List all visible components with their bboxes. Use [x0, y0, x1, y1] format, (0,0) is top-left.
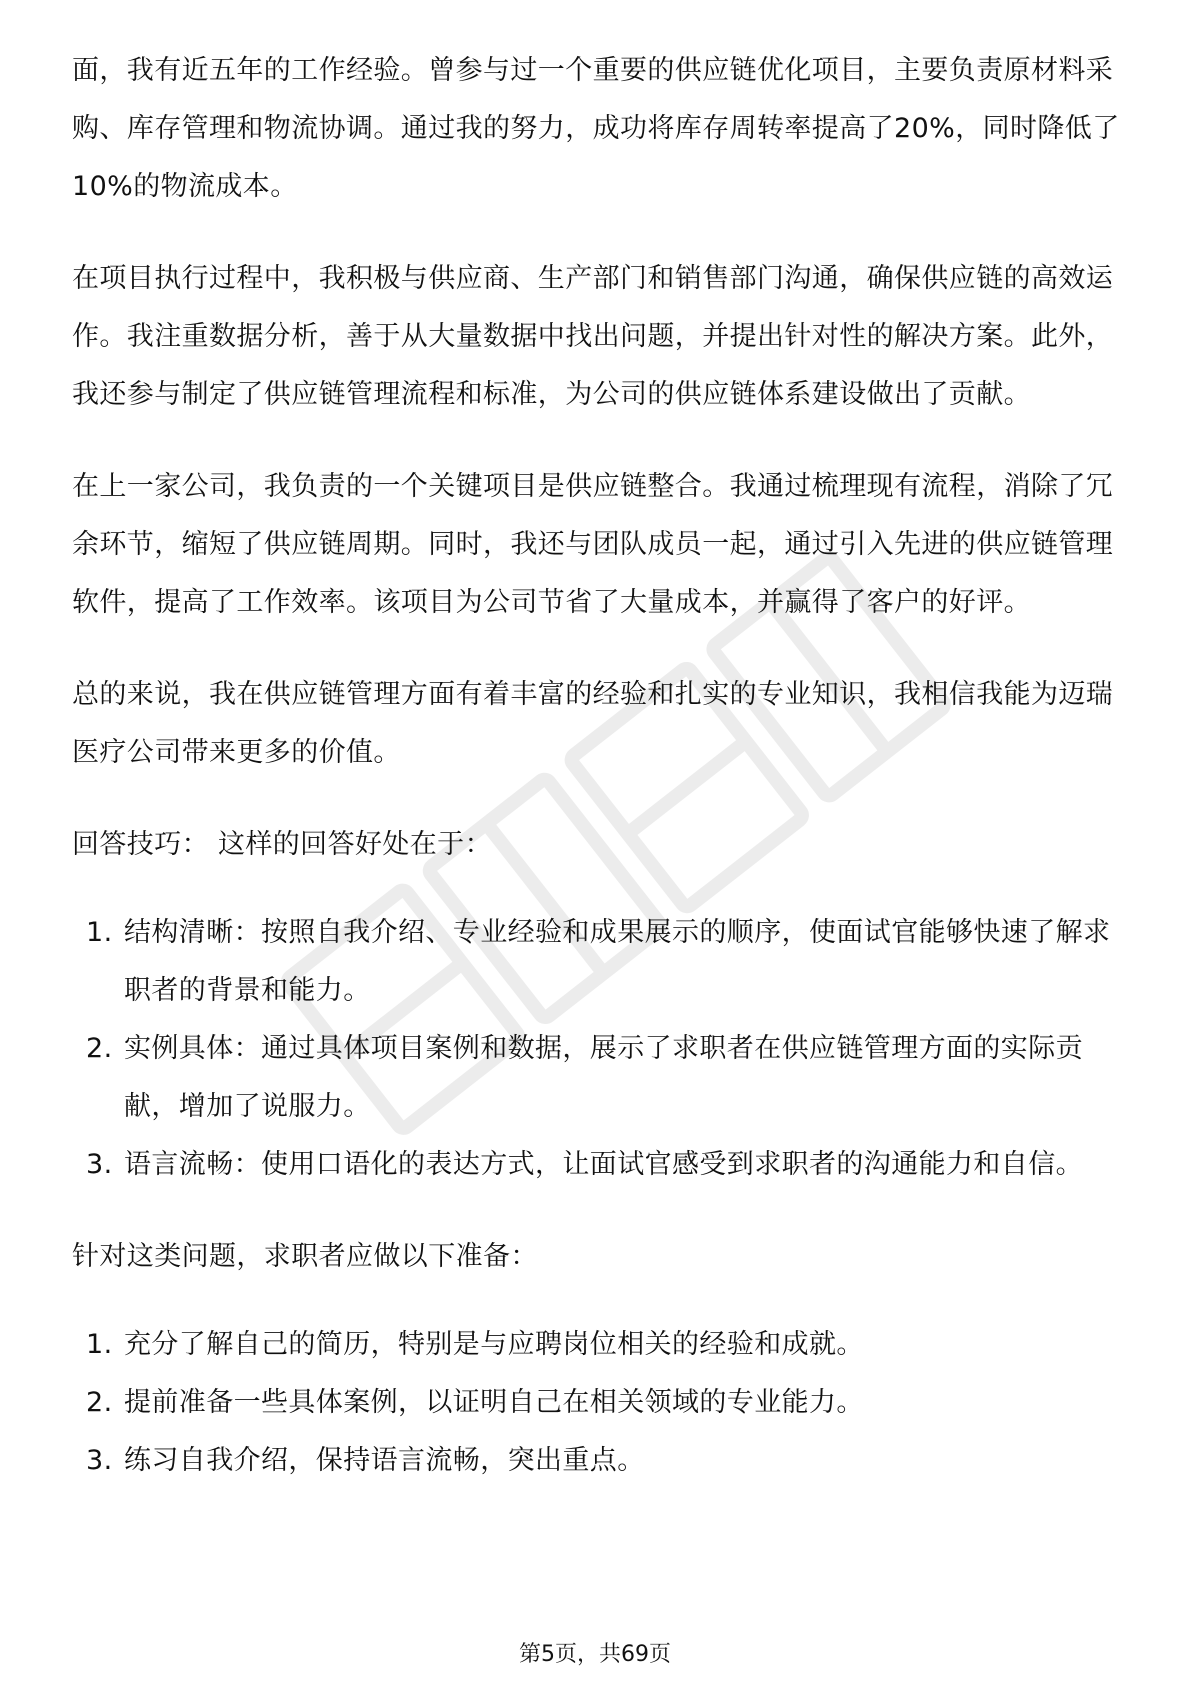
paragraph-summary: 总的来说，我在供应链管理方面有着丰富的经验和扎实的专业知识，我相信我能为迈瑞医疗公司带来更多的价值。	[72, 679, 1114, 768]
list-item-text: 充分了解自己的简历，特别是与应聘岗位相关的经验和成就。	[124, 1329, 864, 1360]
list-item-number: 3.	[86, 1149, 113, 1180]
paragraph-experience: 面，我有近五年的工作经验。曾参与过一个重要的供应链优化项目，主要负责原材料采购、库存管理和物流协调。通过我的努力，成功将库存周转率提高了20%，同时降低了10%的物流成本。	[72, 55, 1120, 202]
paragraph-previous-company: 在上一家公司，我负责的一个关键项目是供应链整合。我通过梳理现有流程，消除了冗余环节，缩短了供应链周期。同时，我还与团队成员一起，通过引入先进的供应链管理软件，提高了工作效率。该项目为公司节省了大量成本，并赢得了客户的好评。	[72, 471, 1114, 618]
list-item	[72, 904, 1120, 1020]
list-item	[72, 1316, 1120, 1374]
list-item	[72, 1020, 1120, 1136]
preparation-list	[72, 1316, 1120, 1490]
list-item-number: 1.	[86, 1329, 113, 1360]
list-item-number: 2.	[86, 1387, 113, 1418]
list-item	[72, 1136, 1120, 1194]
list-item-text: 语言流畅：使用口语化的表达方式，让面试官感受到求职者的沟通能力和自信。	[124, 1149, 1083, 1180]
tips-heading: 回答技巧： 这样的回答好处在于：	[72, 829, 492, 860]
list-item	[72, 1432, 1120, 1490]
paragraph-project-execution: 在项目执行过程中，我积极与供应商、生产部门和销售部门沟通，确保供应链的高效运作。我注重数据分析，善于从大量数据中找出问题，并提出针对性的解决方案。此外，我还参与制定了供应链管理流程和标准，为公司的供应链体系建设做出了贡献。	[72, 263, 1114, 410]
tips-list	[72, 904, 1120, 1194]
list-item-number: 3.	[86, 1445, 113, 1476]
list-item-number: 1.	[86, 917, 113, 948]
list-item-text: 结构清晰：按照自我介绍、专业经验和成果展示的顺序，使面试官能够快速了解求职者的背景和能力。	[124, 917, 1111, 1006]
list-item-text: 练习自我介绍，保持语言流畅，突出重点。	[124, 1445, 645, 1476]
document-body	[72, 42, 1120, 1524]
page-number: 第5页，共69页	[519, 1642, 671, 1667]
list-item-text: 实例具体：通过具体项目案例和数据，展示了求职者在供应链管理方面的实际贡献，增加了说服力。	[124, 1033, 1083, 1122]
list-item-number: 2.	[86, 1033, 113, 1064]
list-item-text: 提前准备一些具体案例，以证明自己在相关领域的专业能力。	[124, 1387, 864, 1418]
list-item	[72, 1374, 1120, 1432]
preparation-heading: 针对这类问题，求职者应做以下准备：	[72, 1241, 538, 1272]
